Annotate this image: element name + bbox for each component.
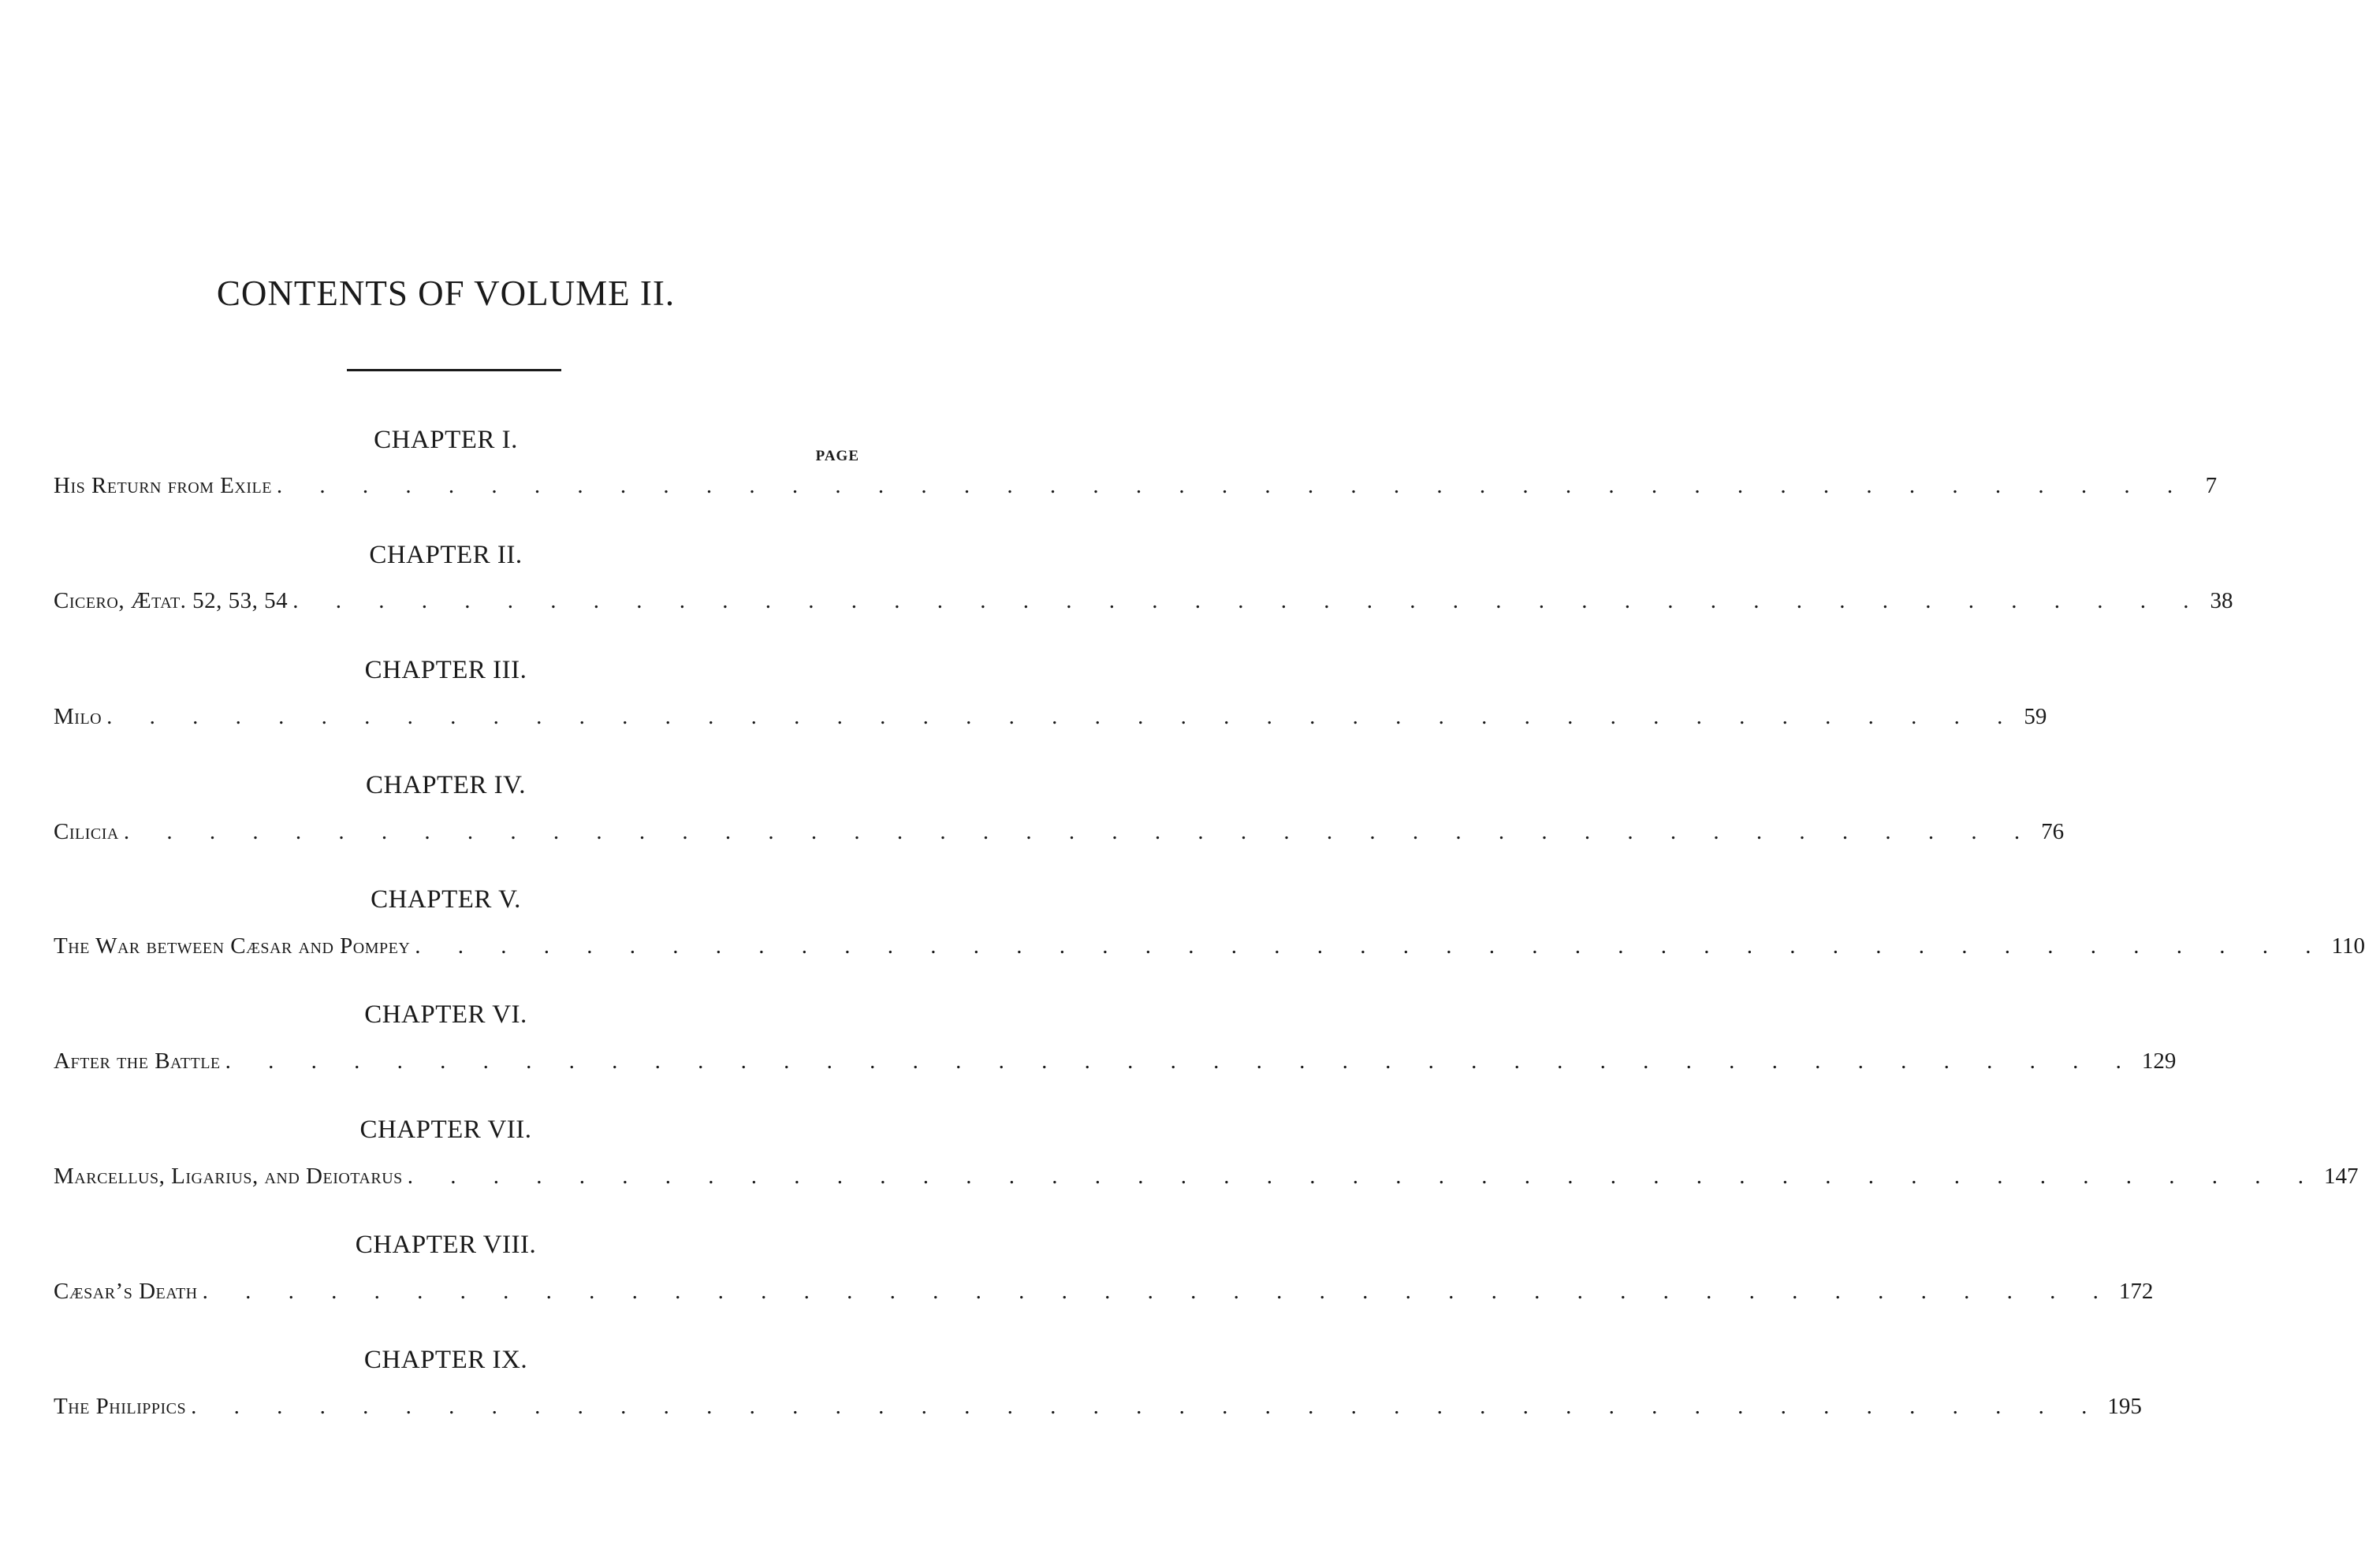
toc-entry-page: 59 [2024,704,2047,729]
dot-leader: . . . . . . . . . . . . . . . . . . . . . . . . . . . . . . . . . . . . . . . . . . . . . [276,473,2189,498]
dot-leader: . . . . . . . . . . . . . . . . . . . . . . . . . . . . . . . . . . . . . . . . . . . . . [225,1048,2137,1074]
chapter-heading-6: CHAPTER VI. [364,1000,527,1029]
chapter-heading-3: CHAPTER III. [364,656,527,684]
toc-entry-9[interactable] [54,1394,2142,1427]
chapter-heading-2: CHAPTER II. [369,541,523,569]
toc-entry-title: After the Battle [54,1048,221,1074]
dot-leader: . . . . . . . . . . . . . . . . . . . . . . . . . . . . . . . . . . . . . . . . . . . . . [123,819,2036,844]
toc-entry-title: Cicero, Ætat. 52, 53, 54 [54,588,289,613]
toc-entry-page: 147 [2324,1164,2359,1189]
chapter-heading-5: CHAPTER V. [371,885,521,914]
page-title: CONTENTS OF VOLUME II. [216,274,676,313]
toc-entry-3[interactable] [54,704,2047,737]
dot-leader: . . . . . . . . . . . . . . . . . . . . . . . . . . . . . . . . . . . . . . . . . . . . . [202,1279,2114,1304]
toc-entry-title: Marcellus, Ligarius, and Deiotarus [54,1164,403,1189]
chapter-heading-7: CHAPTER VII. [359,1115,532,1144]
chapter-heading-4: CHAPTER IV. [366,771,526,799]
toc-entry-6[interactable] [54,1048,2177,1082]
page-column-label: PAGE [815,448,859,464]
toc-entry-page: 7 [2205,473,2218,498]
toc-entry-4[interactable] [54,819,2065,852]
toc-entry-page: 172 [2118,1279,2154,1304]
toc-entry-title: The Philippics [54,1394,187,1419]
dot-leader: . . . . . . . . . . . . . . . . . . . . . . . . . . . . . . . . . . . . . . . . . . . . . [415,933,2327,959]
toc-entry-5[interactable] [54,933,2365,966]
toc-entry-title: Cilicia [54,819,119,844]
dot-leader: . . . . . . . . . . . . . . . . . . . . . . . . . . . . . . . . . . . . . . . . . . . . . [106,704,2019,729]
toc-entry-page: 195 [2107,1394,2142,1419]
title-divider [347,369,561,371]
toc-entry-page: 76 [2041,819,2065,844]
toc-entry-1[interactable] [54,473,2218,506]
chapter-heading-9: CHAPTER IX. [363,1346,528,1374]
chapter-heading-1: CHAPTER I. [374,426,518,454]
toc-entry-title: Milo [54,704,102,729]
chapter-heading-8: CHAPTER VIII. [355,1231,537,1259]
dot-leader: . . . . . . . . . . . . . . . . . . . . . . . . . . . . . . . . . . . . . . . . . . . . . [292,588,2205,613]
toc-entry-title: Cæsar’s Death [54,1279,198,1304]
toc-entry-7[interactable] [54,1164,2359,1197]
dot-leader: . . . . . . . . . . . . . . . . . . . . . . . . . . . . . . . . . . . . . . . . . . . . . [191,1394,2103,1419]
toc-entry-2[interactable] [54,588,2233,621]
toc-entry-8[interactable] [54,1279,2154,1312]
toc-entry-title: His Return from Exile [54,473,272,498]
toc-entry-page: 129 [2141,1048,2177,1074]
toc-entry-page: 38 [2210,588,2233,613]
toc-entry-page: 110 [2331,933,2365,959]
dot-leader: . . . . . . . . . . . . . . . . . . . . . . . . . . . . . . . . . . . . . . . . . . . . . [407,1164,2320,1189]
toc-entry-title: The War between Cæsar and Pompey [54,933,411,959]
